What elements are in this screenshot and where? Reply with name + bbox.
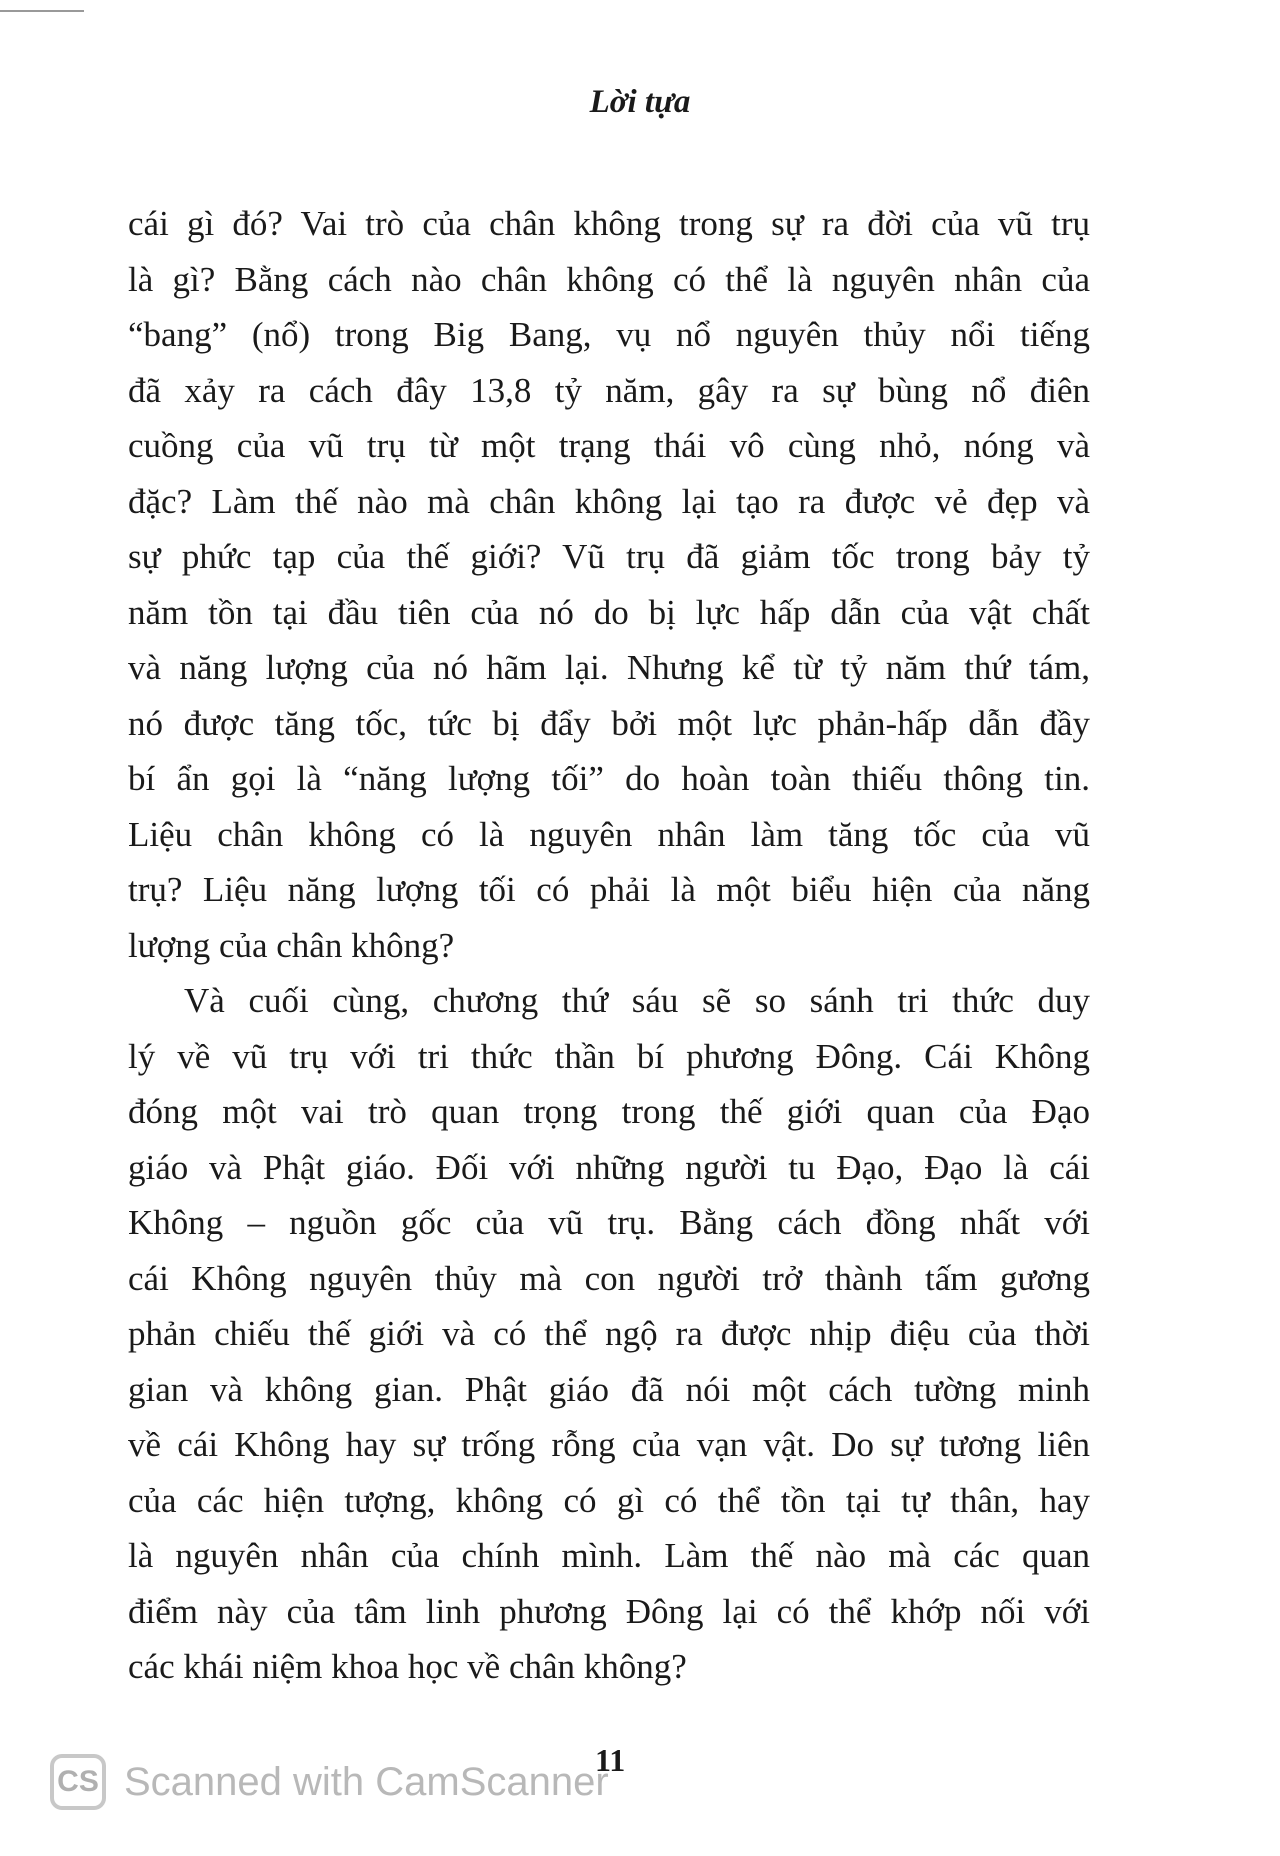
text-line: cái Không nguyên thủy mà con người trở thành tấm gương	[128, 1258, 1090, 1298]
text-line: bí ẩn gọi là “năng lượng tối” do hoàn toàn thiếu thông tin.	[128, 759, 1090, 798]
text-line: điểm này của tâm linh phương Đông lại có thể khớp nối với	[128, 1591, 1090, 1631]
text-line: Không – nguồn gốc của vũ trụ. Bằng cách đồng nhất với	[128, 1203, 1090, 1242]
text-line: của các hiện tượng, không có gì có thể tồn tại tự thân, hay	[128, 1480, 1090, 1520]
scan-edge-line	[0, 10, 84, 12]
text-line: đặc? Làm thế nào mà chân không lại tạo ra được vẻ đẹp và	[128, 481, 1090, 521]
text-line: phản chiếu thế giới và có thể ngộ ra được nhịp điệu của thời	[128, 1314, 1090, 1353]
text-line: lý về vũ trụ với tri thức thần bí phương Đông. Cái Không	[128, 1036, 1090, 1076]
text-line: gian và không gian. Phật giáo đã nói một cách tường minh	[128, 1369, 1090, 1409]
text-line: “bang” (nổ) trong Big Bang, vụ nổ nguyên thủy nổi tiếng	[128, 315, 1090, 354]
page-number: 11	[595, 1742, 626, 1778]
text-line: lượng của chân không?	[128, 925, 455, 965]
text-line: các khái niệm khoa học về chân không?	[128, 1647, 687, 1686]
text-line: là gì? Bằng cách nào chân không có thể là nguyên nhân của	[128, 259, 1090, 299]
body-text	[128, 196, 1090, 1695]
text-line: cuồng của vũ trụ từ một trạng thái vô cùng nhỏ, nóng và	[128, 426, 1090, 465]
text-line: giáo và Phật giáo. Đối với những người tu Đạo, Đạo là cái	[128, 1147, 1090, 1187]
text-line: và năng lượng của nó hãm lại. Nhưng kể từ tỷ năm thứ tám,	[128, 648, 1090, 687]
text-line: Liệu chân không có là nguyên nhân làm tăng tốc của vũ	[128, 814, 1090, 854]
running-title: Lời tựa	[589, 84, 691, 120]
watermark-text: Scanned with CamScanner	[124, 1759, 609, 1804]
camscanner-logo-icon: CS	[50, 1754, 106, 1810]
text-line: sự phức tạp của thế giới? Vũ trụ đã giảm tốc trong bảy tỷ	[128, 537, 1090, 576]
text-line: năm tồn tại đầu tiên của nó do bị lực hấp dẫn của vật chất	[128, 592, 1090, 632]
text-line-paragraph-start: Và cuối cùng, chương thứ sáu sẽ so sánh tri thức duy	[184, 981, 1090, 1020]
text-line: về cái Không hay sự trống rỗng của vạn vật. Do sự tương liên	[128, 1425, 1090, 1464]
text-line: đã xảy ra cách đây 13,8 tỷ năm, gây ra sự bùng nổ điên	[128, 370, 1090, 410]
text-line: trụ? Liệu năng lượng tối có phải là một biểu hiện của năng	[128, 870, 1090, 909]
camscanner-watermark	[50, 1752, 609, 1812]
text-line: là nguyên nhân của chính mình. Làm thế nào mà các quan	[128, 1536, 1090, 1575]
text-line: nó được tăng tốc, tức bị đẩy bởi một lực phản-hấp dẫn đầy	[128, 703, 1090, 743]
text-line: cái gì đó? Vai trò của chân không trong sự ra đời của vũ trụ	[128, 204, 1090, 243]
text-line: đóng một vai trò quan trọng trong thế giới quan của Đạo	[128, 1092, 1090, 1131]
